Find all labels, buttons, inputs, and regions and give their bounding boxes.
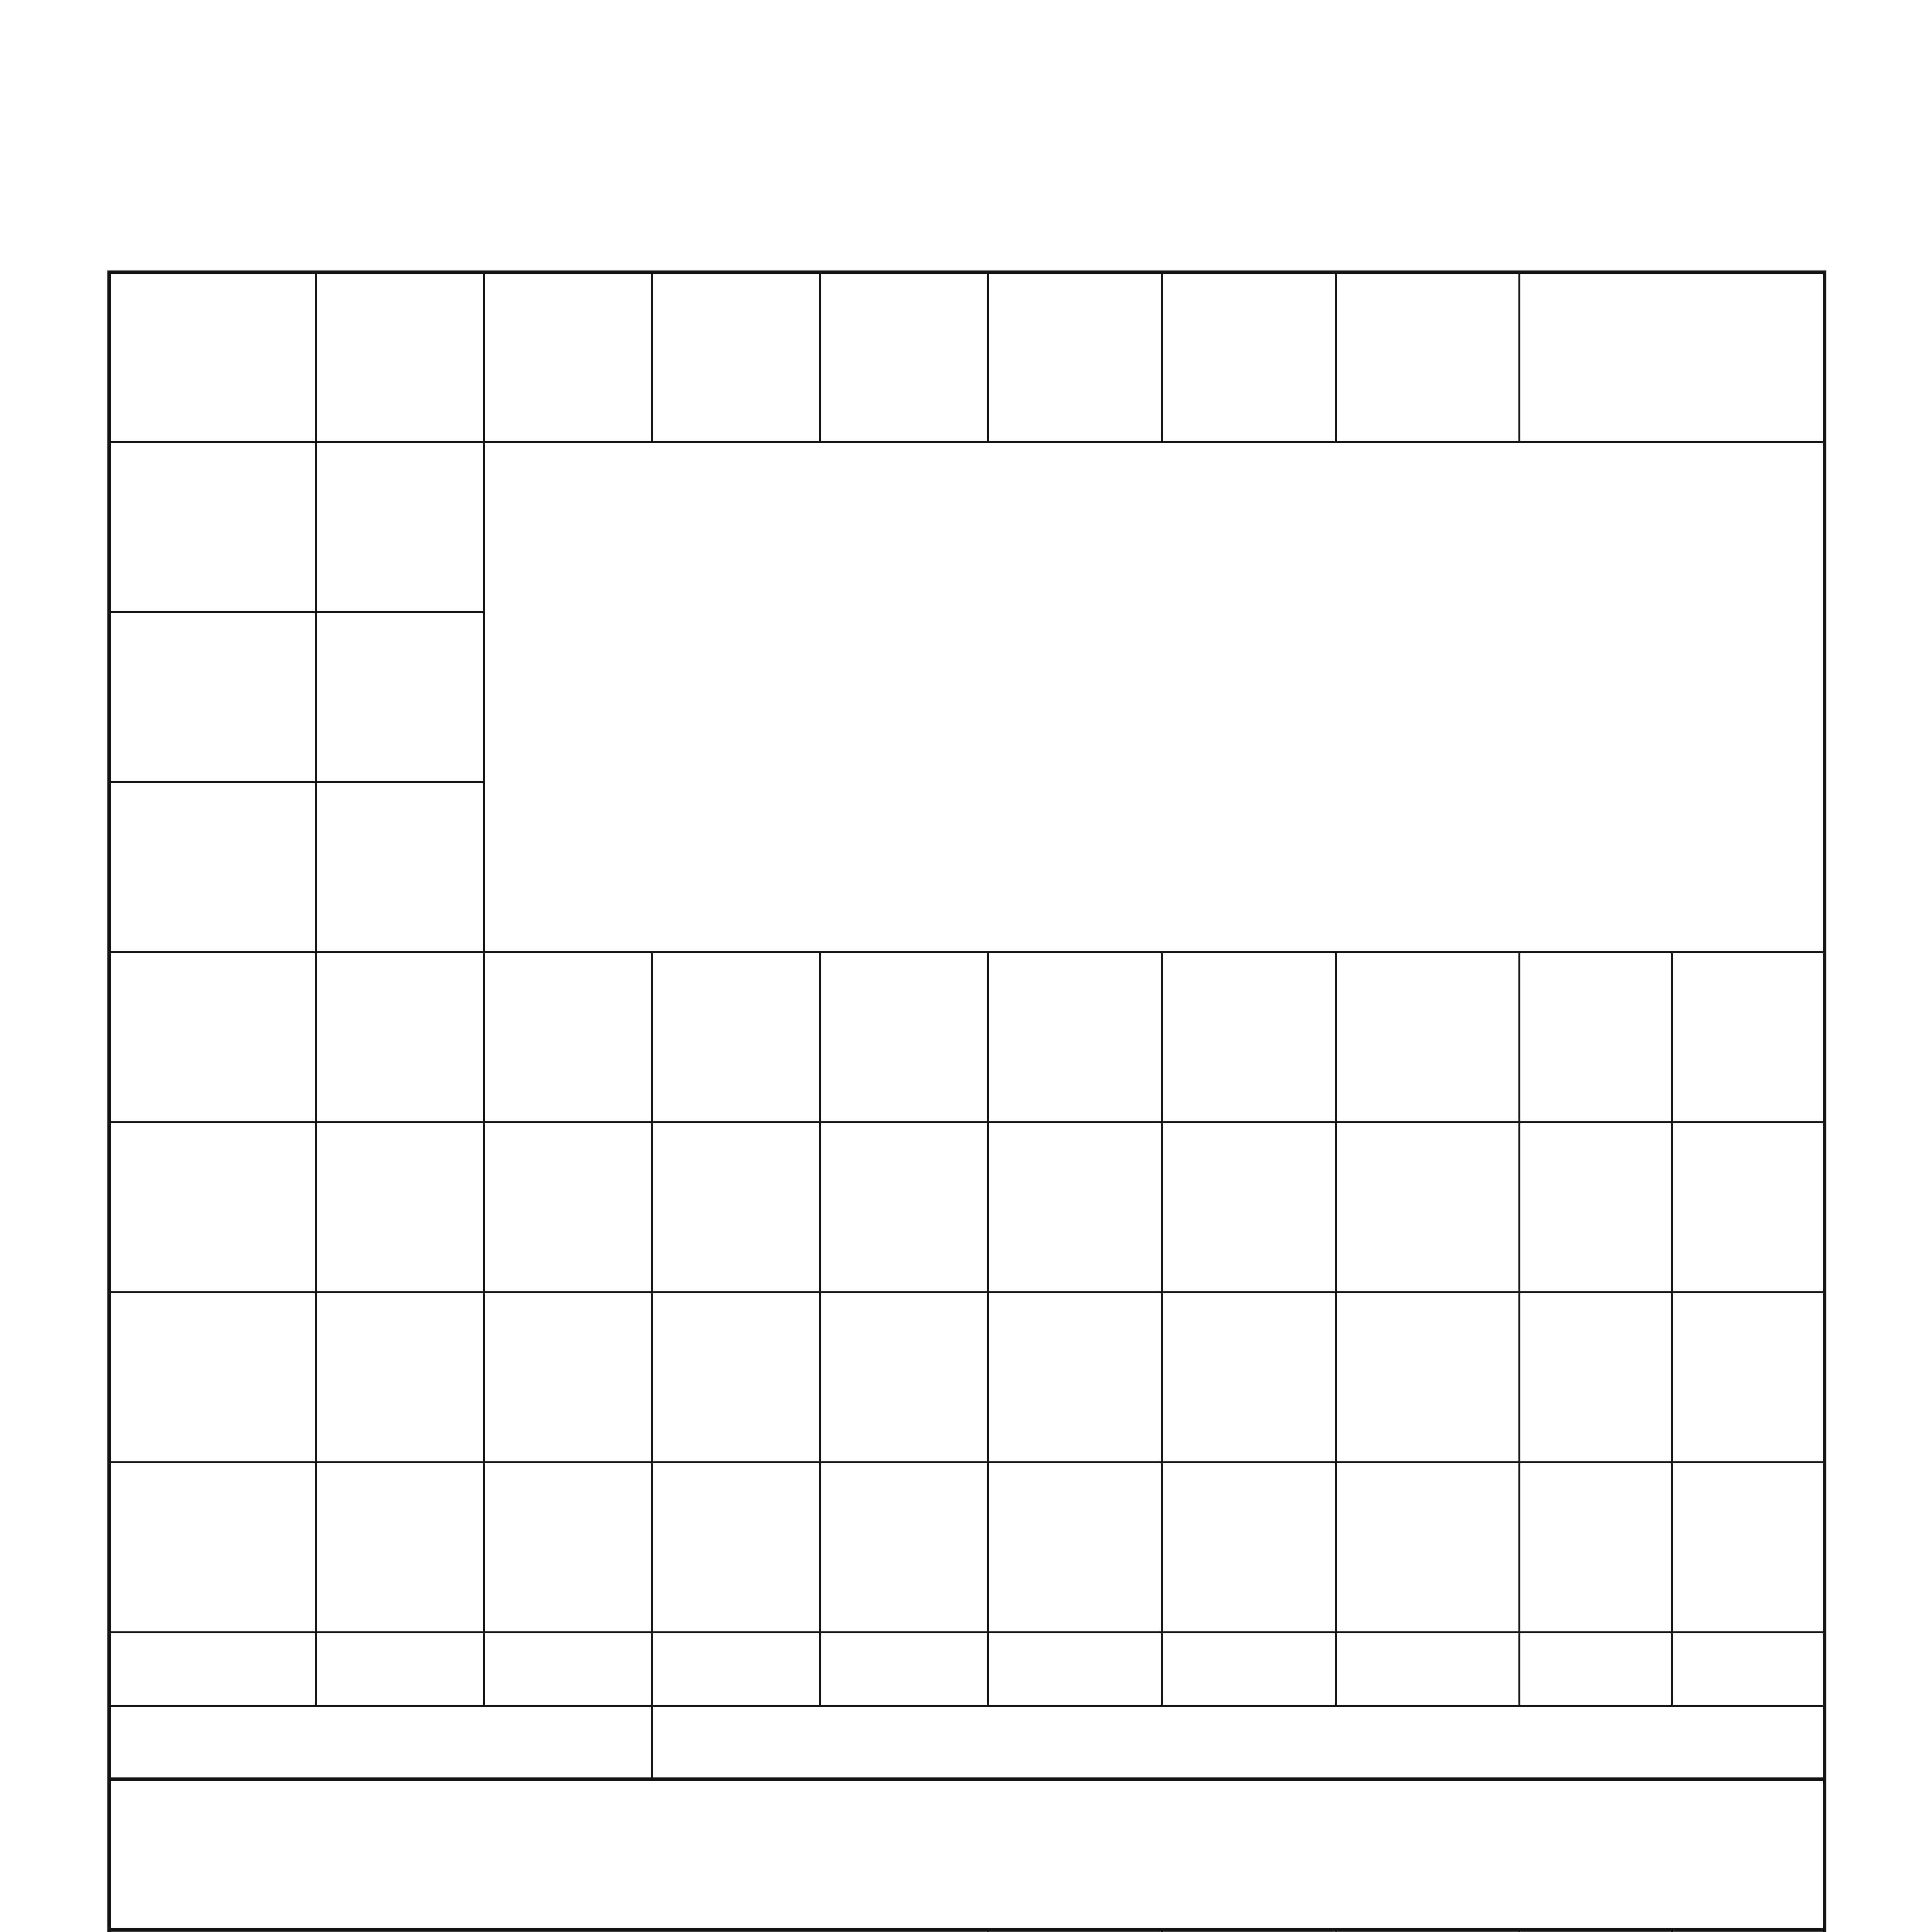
element-symbol	[1678, 1483, 1819, 1530]
element-symbol	[321, 633, 478, 680]
element-cell	[820, 952, 988, 1122]
orbital-cell	[1162, 1633, 1336, 1706]
element-symbol	[321, 803, 478, 850]
empty-area	[484, 442, 1825, 952]
element-symbol	[658, 973, 814, 1020]
element-cell	[1520, 1463, 1672, 1633]
element-cell	[988, 1293, 1162, 1463]
group-header	[484, 272, 652, 442]
element-cell	[316, 952, 484, 1122]
element-cell	[316, 1463, 484, 1633]
element-symbol	[1168, 1483, 1330, 1530]
element-symbol	[321, 1143, 478, 1190]
element-symbol	[658, 1143, 814, 1190]
orbital-cell	[316, 1633, 484, 1706]
periodic-table	[107, 270, 1826, 1932]
element-cell	[652, 1463, 820, 1633]
group-header	[988, 272, 1162, 442]
s-block-label	[109, 1706, 652, 1779]
series-label	[109, 1930, 988, 1932]
element-symbol	[1525, 1483, 1666, 1530]
element-symbol	[826, 1143, 983, 1190]
blank-row	[109, 1779, 1825, 1930]
period-row	[109, 442, 1825, 612]
element-cell	[1520, 1122, 1672, 1293]
element-symbol	[1168, 1313, 1330, 1360]
orbital-cell	[484, 1633, 652, 1706]
orbital-row	[109, 1633, 1825, 1706]
group-header	[652, 272, 820, 442]
block-row	[109, 1706, 1825, 1779]
element-cell	[988, 1463, 1162, 1633]
element-cell	[988, 1122, 1162, 1293]
header-row	[109, 272, 1825, 442]
element-symbol	[1341, 973, 1514, 1020]
element-symbol	[1168, 973, 1330, 1020]
element-symbol	[490, 1143, 646, 1190]
period-row	[109, 1122, 1825, 1293]
element-cell	[820, 1463, 988, 1633]
element-symbol	[1525, 1313, 1666, 1360]
orbital-cell	[652, 1633, 820, 1706]
element-symbol	[1678, 1313, 1819, 1360]
element-symbol	[826, 1313, 983, 1360]
element-cell	[484, 1463, 652, 1633]
element-cell	[652, 1293, 820, 1463]
element-cell	[1162, 952, 1336, 1122]
element-cell	[1672, 1293, 1825, 1463]
element-symbol	[826, 973, 983, 1020]
element-symbol	[658, 1313, 814, 1360]
element-cell	[988, 952, 1162, 1122]
element-symbol	[1168, 1143, 1330, 1190]
element-cell	[1162, 1122, 1336, 1293]
element-cell	[1336, 1293, 1520, 1463]
element-cell	[1162, 1463, 1336, 1633]
period-row	[109, 1293, 1825, 1463]
period-row	[109, 952, 1825, 1122]
period-label	[109, 1463, 316, 1633]
element-cell	[1336, 952, 1520, 1122]
element-cell	[316, 1122, 484, 1293]
element-symbol	[994, 1483, 1156, 1530]
element-symbol	[321, 1483, 478, 1530]
element-cell	[484, 952, 652, 1122]
element-cell	[1336, 1463, 1520, 1633]
period-label	[109, 952, 316, 1122]
element-symbol	[490, 973, 646, 1020]
element-symbol	[490, 1313, 646, 1360]
element-cell	[1520, 952, 1672, 1122]
element-symbol	[1678, 1143, 1819, 1190]
element-cell	[1672, 1930, 1825, 1932]
element-cell	[484, 1293, 652, 1463]
period-row	[109, 1463, 1825, 1633]
series-row	[109, 1930, 1825, 1932]
element-cell	[652, 952, 820, 1122]
element-symbol	[1525, 973, 1666, 1020]
orbital-cell	[820, 1633, 988, 1706]
period-label	[109, 442, 316, 612]
period-label	[109, 612, 316, 782]
element-symbol	[490, 1483, 646, 1530]
element-symbol	[321, 463, 478, 510]
group-header	[316, 272, 484, 442]
orbital-cell	[988, 1633, 1162, 1706]
element-cell	[820, 1293, 988, 1463]
element-symbol	[321, 1313, 478, 1360]
element-cell	[316, 442, 484, 612]
period-label	[109, 782, 316, 952]
orbital-cell	[1336, 1633, 1520, 1706]
orbital-cell	[1672, 1633, 1825, 1706]
element-symbol	[1341, 1313, 1514, 1360]
element-cell	[988, 1930, 1162, 1932]
element-cell	[1672, 1122, 1825, 1293]
element-symbol	[1525, 1143, 1666, 1190]
element-symbol	[994, 1143, 1156, 1190]
element-symbol	[1341, 1483, 1514, 1530]
element-symbol	[321, 973, 478, 1020]
element-cell	[1672, 952, 1825, 1122]
header-corner	[109, 272, 316, 442]
element-cell	[652, 1122, 820, 1293]
element-cell	[1672, 1463, 1825, 1633]
element-symbol	[994, 1313, 1156, 1360]
element-cell	[316, 612, 484, 782]
d-block-label	[652, 1706, 1825, 1779]
element-cell	[1520, 1930, 1672, 1932]
element-cell	[1336, 1122, 1520, 1293]
group-header	[1520, 272, 1825, 442]
element-cell	[1520, 1293, 1672, 1463]
orbital-cell	[1520, 1633, 1672, 1706]
element-cell	[316, 1293, 484, 1463]
element-cell	[820, 1122, 988, 1293]
element-cell	[1162, 1930, 1336, 1932]
period-label	[109, 1122, 316, 1293]
element-cell	[316, 782, 484, 952]
group-header	[1162, 272, 1336, 442]
element-symbol	[994, 973, 1156, 1020]
element-symbol	[826, 1483, 983, 1530]
element-symbol	[658, 1483, 814, 1530]
element-symbol	[1678, 973, 1819, 1020]
group-header	[820, 272, 988, 442]
element-symbol	[1341, 1143, 1514, 1190]
group-header	[1336, 272, 1520, 442]
element-cell	[484, 1122, 652, 1293]
element-cell	[1162, 1293, 1336, 1463]
element-cell	[1336, 1930, 1520, 1932]
blank-area	[109, 1779, 1825, 1930]
orbital-spacer	[109, 1633, 316, 1706]
period-label	[109, 1293, 316, 1463]
